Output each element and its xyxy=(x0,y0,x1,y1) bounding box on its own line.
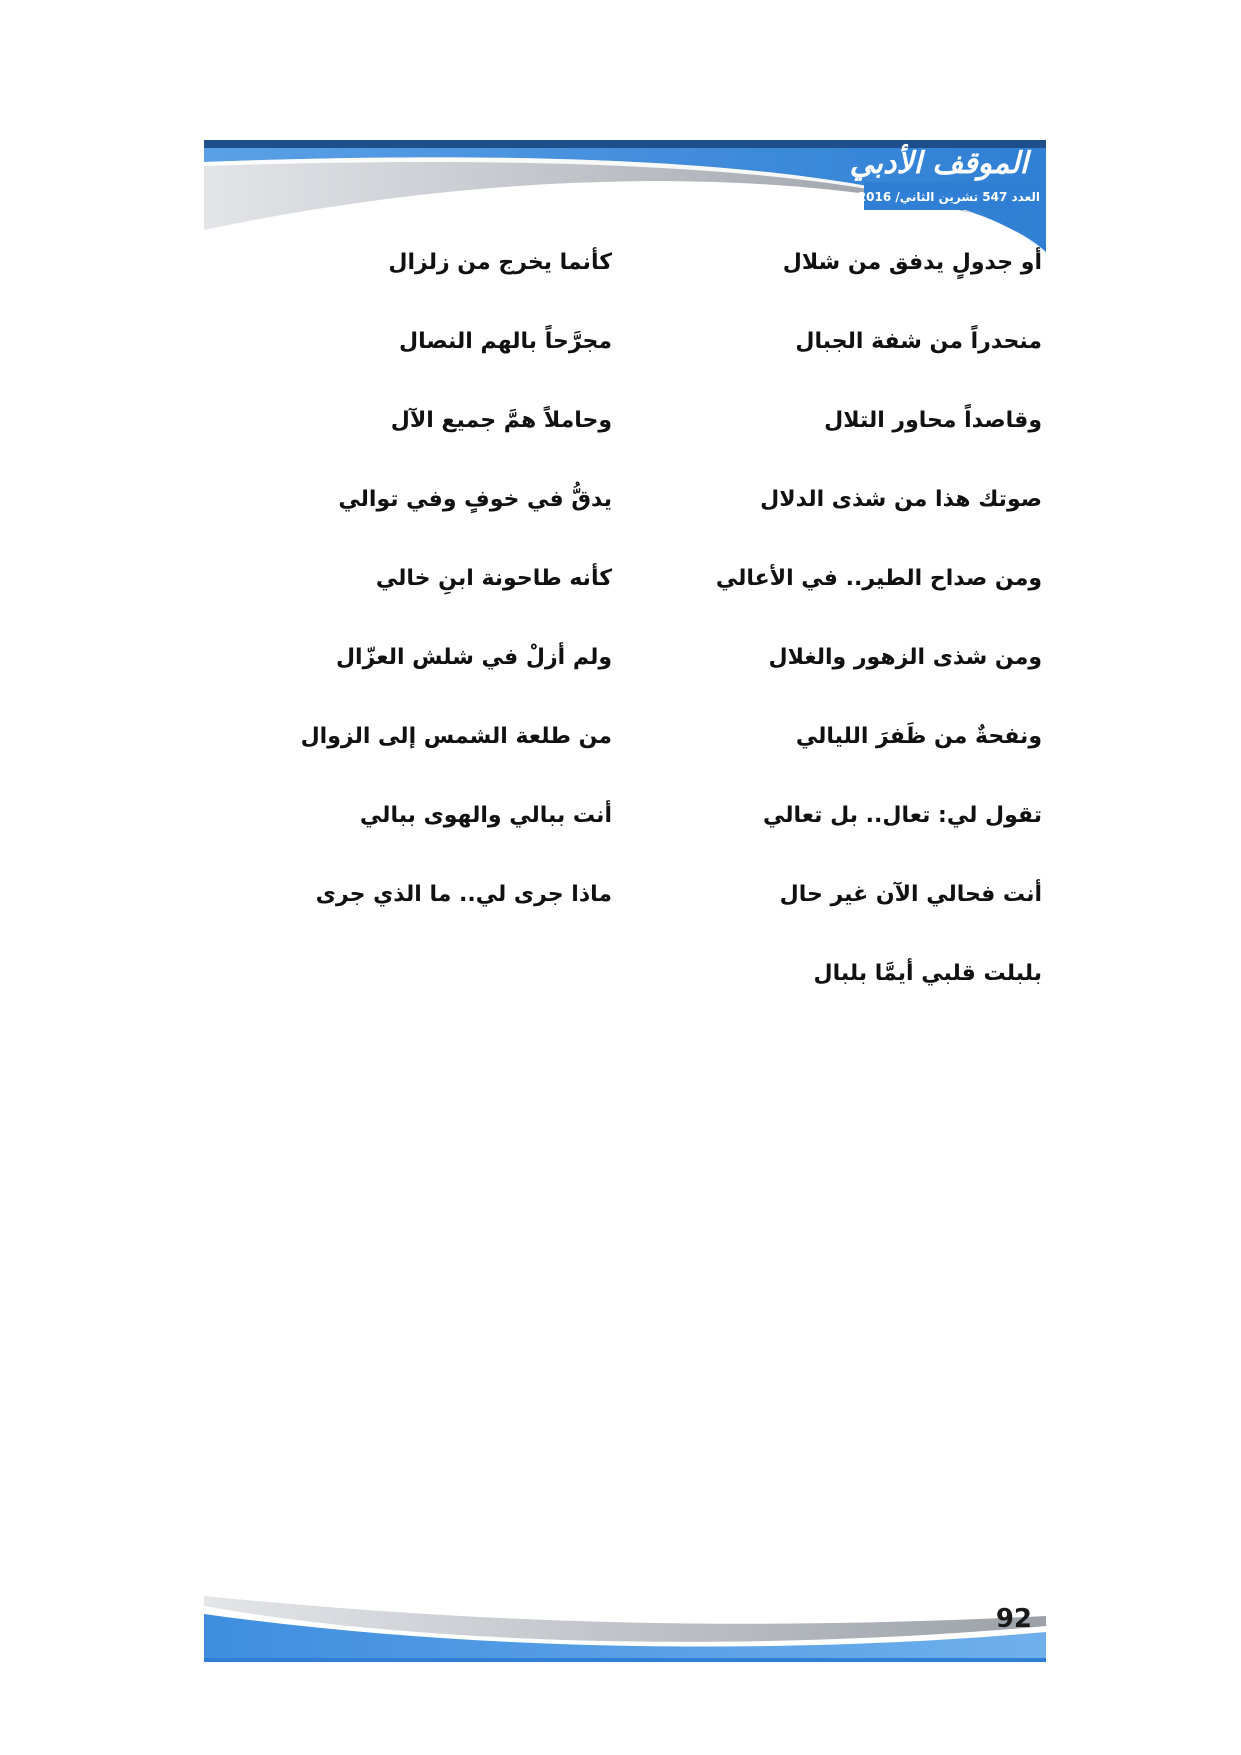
verse-second-hemistich: يدقُّ في خوفٍ وفي توالي xyxy=(338,487,612,512)
verse-first-hemistich: ومن صداح الطير.. في الأعالي xyxy=(715,566,1042,591)
poem-verse xyxy=(300,236,1042,315)
verse-second-hemistich: أنت ببالي والهوى ببالي xyxy=(359,803,612,828)
page-number: 92 xyxy=(995,1604,1032,1634)
verse-second-hemistich: من طلعة الشمس إلى الزوال xyxy=(300,724,612,749)
verse-first-hemistich: أو جدولٍ يدفق من شلال xyxy=(782,250,1042,275)
poem-verse xyxy=(300,631,1042,710)
poem-verse xyxy=(300,789,1042,868)
poem-verse xyxy=(300,394,1042,473)
poem-verse xyxy=(300,552,1042,631)
poem-verse xyxy=(300,473,1042,552)
footer-wave-graphic xyxy=(204,1596,1046,1662)
verse-first-hemistich: ونفحةٌ من ظَفرَ الليالي xyxy=(795,724,1042,749)
magazine-logo: الموقف الأدبي xyxy=(849,146,1028,181)
verse-first-hemistich: بلبلت قلبي أيمَّا بلبال xyxy=(813,961,1042,986)
verse-second-hemistich: وحاملاً همَّ جميع الآل xyxy=(390,408,612,433)
verse-first-hemistich: أنت فحالي الآن غير حال xyxy=(779,882,1042,907)
verse-second-hemistich: ولم أزلْ في شلش العزّال xyxy=(335,645,612,670)
verse-first-hemistich: ومن شذى الزهور والغلال xyxy=(768,645,1042,670)
verse-second-hemistich: ماذا جرى لي.. ما الذي جرى xyxy=(315,882,612,907)
verse-first-hemistich: صوتك هذا من شذى الدلال xyxy=(760,487,1042,512)
issue-date-line: العدد 547 تشرين الثاني/ 2016 xyxy=(857,190,1040,204)
poem-verse xyxy=(300,315,1042,394)
verse-second-hemistich: مجرَّحاً بالهم النصال xyxy=(399,329,612,354)
poem-verse xyxy=(300,868,1042,947)
poem-verse xyxy=(300,710,1042,789)
verse-second-hemistich: كأنما يخرج من زلزال xyxy=(388,250,612,275)
verse-first-hemistich: منحدراً من شفة الجبال xyxy=(795,329,1042,354)
verse-first-hemistich: وقاصداً محاور التلال xyxy=(824,408,1042,433)
verse-first-hemistich: تقول لي: تعال.. بل تعالي xyxy=(762,803,1042,828)
page-footer-band xyxy=(204,1596,1046,1662)
poem-verse xyxy=(300,947,1042,1026)
verse-second-hemistich: كأنه طاحونة ابنِ خالي xyxy=(375,566,612,591)
poem-body xyxy=(300,236,1042,1026)
